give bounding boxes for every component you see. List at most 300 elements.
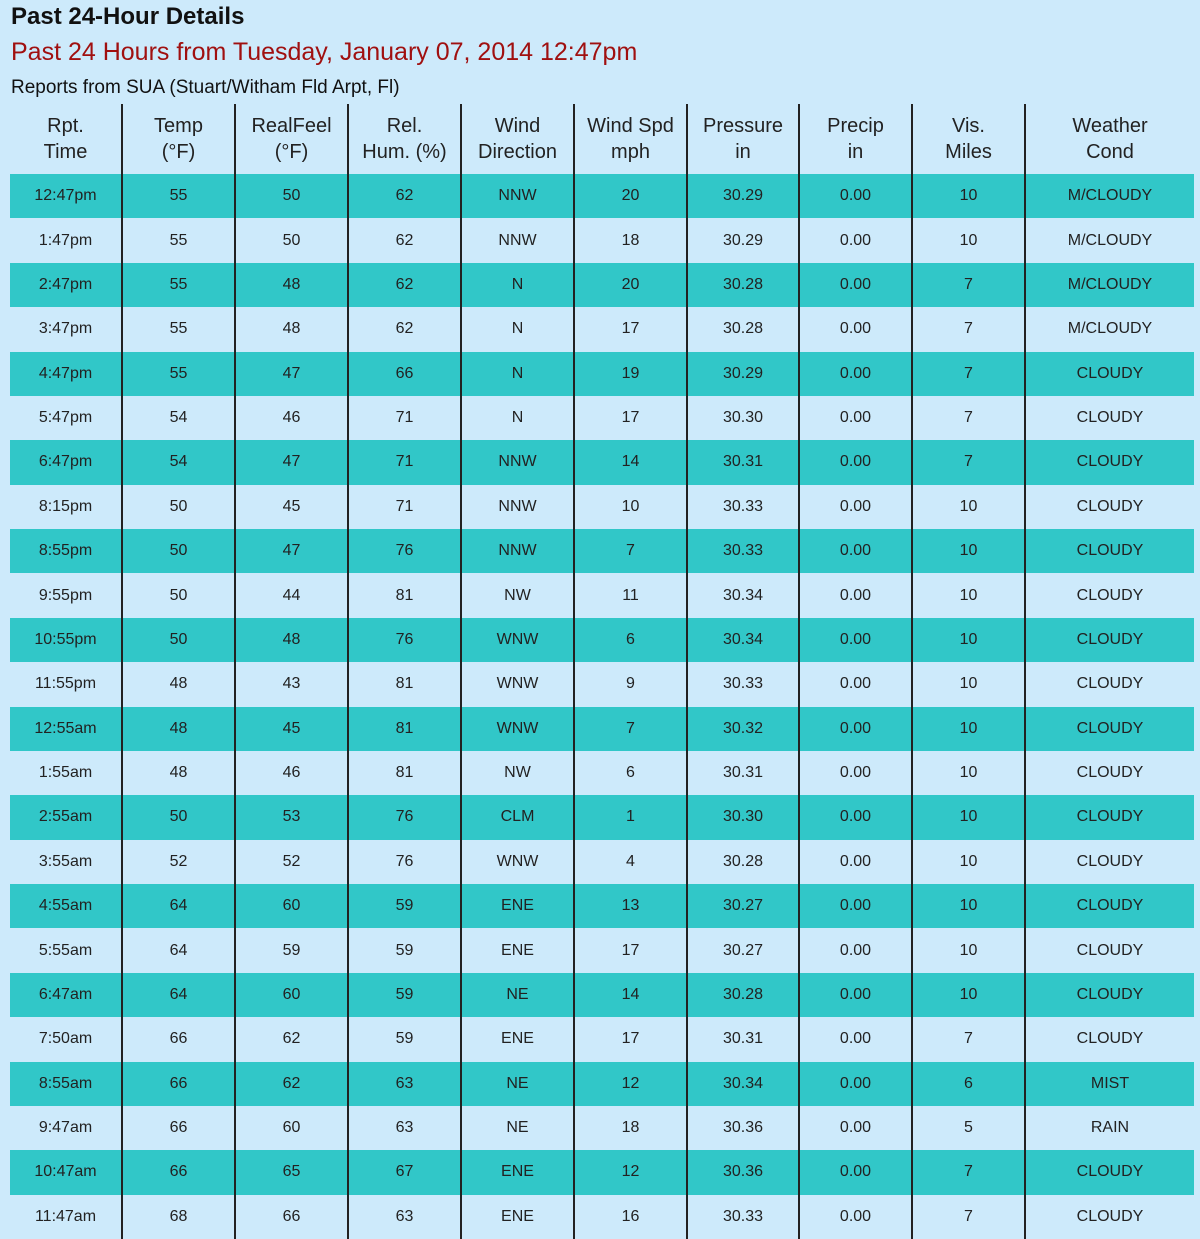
cell-wind-direction: N — [461, 263, 574, 307]
cell-wind-direction: N — [461, 352, 574, 396]
cell-temp: 55 — [122, 218, 235, 262]
cell-pressure: 30.30 — [687, 396, 799, 440]
cell-pressure: 30.29 — [687, 352, 799, 396]
cell-rpt-time: 11:47am — [10, 1195, 122, 1239]
cell-rel-hum: 63 — [348, 1195, 461, 1239]
cell-wind-speed: 12 — [574, 1150, 687, 1194]
cell-rpt-time: 3:55am — [10, 840, 122, 884]
cell-precip: 0.00 — [799, 795, 912, 839]
table-row — [10, 928, 1194, 972]
cell-rpt-time: 10:47am — [10, 1150, 122, 1194]
table-row — [10, 618, 1194, 662]
cell-wind-speed: 20 — [574, 263, 687, 307]
column-header-weather-cond — [1025, 104, 1194, 174]
cell-realfeel: 43 — [235, 662, 348, 706]
cell-precip: 0.00 — [799, 263, 912, 307]
cell-weather-cond: CLOUDY — [1025, 973, 1194, 1017]
cell-precip: 0.00 — [799, 352, 912, 396]
table-row — [10, 795, 1194, 839]
cell-visibility: 7 — [912, 263, 1025, 307]
cell-weather-cond: CLOUDY — [1025, 1195, 1194, 1239]
cell-wind-speed: 14 — [574, 440, 687, 484]
cell-weather-cond: CLOUDY — [1025, 618, 1194, 662]
cell-visibility: 10 — [912, 884, 1025, 928]
cell-pressure: 30.27 — [687, 884, 799, 928]
cell-precip: 0.00 — [799, 396, 912, 440]
cell-realfeel: 53 — [235, 795, 348, 839]
cell-rel-hum: 62 — [348, 263, 461, 307]
table-row — [10, 218, 1194, 262]
column-header-line2: mph — [611, 141, 650, 163]
cell-realfeel: 47 — [235, 529, 348, 573]
cell-precip: 0.00 — [799, 973, 912, 1017]
cell-weather-cond: CLOUDY — [1025, 352, 1194, 396]
cell-pressure: 30.34 — [687, 618, 799, 662]
cell-wind-speed: 11 — [574, 573, 687, 617]
column-header-rel-hum — [348, 104, 461, 174]
column-header-line1: Pressure — [702, 115, 784, 137]
cell-rel-hum: 71 — [348, 396, 461, 440]
table-row — [10, 840, 1194, 884]
cell-realfeel: 65 — [235, 1150, 348, 1194]
cell-temp: 50 — [122, 485, 235, 529]
cell-pressure: 30.30 — [687, 795, 799, 839]
cell-rpt-time: 10:55pm — [10, 618, 122, 662]
cell-precip: 0.00 — [799, 928, 912, 972]
column-header-line1: Vis. — [952, 115, 985, 137]
cell-rel-hum: 81 — [348, 707, 461, 751]
cell-realfeel: 50 — [235, 174, 348, 218]
cell-pressure: 30.33 — [687, 1195, 799, 1239]
cell-visibility: 7 — [912, 396, 1025, 440]
cell-precip: 0.00 — [799, 662, 912, 706]
cell-rel-hum: 81 — [348, 573, 461, 617]
cell-temp: 54 — [122, 396, 235, 440]
cell-visibility: 10 — [912, 840, 1025, 884]
cell-wind-speed: 10 — [574, 485, 687, 529]
cell-rel-hum: 59 — [348, 928, 461, 972]
column-header-temp — [122, 104, 235, 174]
table-row — [10, 263, 1194, 307]
cell-temp: 50 — [122, 618, 235, 662]
cell-weather-cond: CLOUDY — [1025, 662, 1194, 706]
column-header-line2: Cond — [1086, 141, 1134, 163]
column-header-line2: (°F) — [274, 141, 309, 163]
cell-rel-hum: 81 — [348, 662, 461, 706]
cell-weather-cond: MIST — [1025, 1062, 1194, 1106]
cell-rpt-time: 4:47pm — [10, 352, 122, 396]
cell-pressure: 30.28 — [687, 973, 799, 1017]
column-header-wind-speed — [574, 104, 687, 174]
cell-rpt-time: 9:47am — [10, 1106, 122, 1150]
column-header-line1: RealFeel — [251, 115, 332, 137]
cell-visibility: 7 — [912, 1150, 1025, 1194]
cell-wind-speed: 6 — [574, 751, 687, 795]
cell-visibility: 10 — [912, 707, 1025, 751]
cell-wind-direction: N — [461, 307, 574, 351]
cell-pressure: 30.28 — [687, 307, 799, 351]
cell-weather-cond: CLOUDY — [1025, 440, 1194, 484]
cell-rel-hum: 63 — [348, 1062, 461, 1106]
cell-precip: 0.00 — [799, 1195, 912, 1239]
cell-rpt-time: 8:55am — [10, 1062, 122, 1106]
cell-pressure: 30.28 — [687, 840, 799, 884]
table-row — [10, 884, 1194, 928]
cell-wind-speed: 17 — [574, 928, 687, 972]
cell-wind-direction: N — [461, 396, 574, 440]
cell-wind-direction: WNW — [461, 662, 574, 706]
cell-precip: 0.00 — [799, 840, 912, 884]
cell-wind-direction: NW — [461, 751, 574, 795]
cell-weather-cond: M/CLOUDY — [1025, 218, 1194, 262]
cell-weather-cond: CLOUDY — [1025, 529, 1194, 573]
cell-precip: 0.00 — [799, 618, 912, 662]
cell-visibility: 7 — [912, 1195, 1025, 1239]
cell-precip: 0.00 — [799, 1017, 912, 1061]
cell-temp: 54 — [122, 440, 235, 484]
cell-temp: 48 — [122, 751, 235, 795]
column-header-line1: Weather — [1072, 115, 1148, 137]
cell-precip: 0.00 — [799, 485, 912, 529]
cell-rel-hum: 76 — [348, 795, 461, 839]
table-header-row — [10, 104, 1194, 174]
cell-wind-speed: 7 — [574, 707, 687, 751]
cell-wind-speed: 4 — [574, 840, 687, 884]
page-title: Past 24-Hour Details — [11, 3, 245, 30]
cell-visibility: 7 — [912, 440, 1025, 484]
table-row — [10, 1150, 1194, 1194]
cell-wind-speed: 7 — [574, 529, 687, 573]
cell-realfeel: 48 — [235, 263, 348, 307]
cell-wind-direction: ENE — [461, 884, 574, 928]
cell-temp: 48 — [122, 662, 235, 706]
cell-weather-cond: CLOUDY — [1025, 840, 1194, 884]
cell-precip: 0.00 — [799, 573, 912, 617]
cell-temp: 55 — [122, 307, 235, 351]
cell-realfeel: 60 — [235, 1106, 348, 1150]
cell-temp: 68 — [122, 1195, 235, 1239]
cell-temp: 64 — [122, 884, 235, 928]
table-row — [10, 174, 1194, 218]
cell-wind-direction: NNW — [461, 485, 574, 529]
cell-precip: 0.00 — [799, 1150, 912, 1194]
cell-rpt-time: 2:55am — [10, 795, 122, 839]
column-header-line1: Rel. — [386, 115, 423, 137]
cell-visibility: 10 — [912, 529, 1025, 573]
cell-weather-cond: CLOUDY — [1025, 1150, 1194, 1194]
cell-pressure: 30.34 — [687, 1062, 799, 1106]
cell-pressure: 30.31 — [687, 1017, 799, 1061]
cell-wind-direction: NE — [461, 1062, 574, 1106]
cell-visibility: 5 — [912, 1106, 1025, 1150]
cell-wind-direction: ENE — [461, 928, 574, 972]
table-row — [10, 662, 1194, 706]
cell-realfeel: 47 — [235, 352, 348, 396]
cell-wind-speed: 16 — [574, 1195, 687, 1239]
cell-temp: 66 — [122, 1150, 235, 1194]
cell-weather-cond: CLOUDY — [1025, 751, 1194, 795]
cell-wind-speed: 12 — [574, 1062, 687, 1106]
cell-precip: 0.00 — [799, 751, 912, 795]
table-row — [10, 1017, 1194, 1061]
table-row — [10, 573, 1194, 617]
cell-pressure: 30.28 — [687, 263, 799, 307]
cell-wind-direction: NW — [461, 573, 574, 617]
cell-wind-speed: 13 — [574, 884, 687, 928]
table-row — [10, 751, 1194, 795]
cell-temp: 50 — [122, 795, 235, 839]
column-header-rpt-time — [10, 104, 122, 174]
cell-realfeel: 66 — [235, 1195, 348, 1239]
cell-weather-cond: CLOUDY — [1025, 707, 1194, 751]
cell-rel-hum: 59 — [348, 973, 461, 1017]
cell-pressure: 30.27 — [687, 928, 799, 972]
cell-precip: 0.00 — [799, 707, 912, 751]
cell-wind-direction: NNW — [461, 218, 574, 262]
cell-pressure: 30.31 — [687, 440, 799, 484]
cell-visibility: 10 — [912, 573, 1025, 617]
cell-weather-cond: CLOUDY — [1025, 573, 1194, 617]
cell-pressure: 30.29 — [687, 218, 799, 262]
cell-rpt-time: 6:47pm — [10, 440, 122, 484]
cell-pressure: 30.34 — [687, 573, 799, 617]
cell-rpt-time: 8:55pm — [10, 529, 122, 573]
cell-pressure: 30.31 — [687, 751, 799, 795]
cell-weather-cond: RAIN — [1025, 1106, 1194, 1150]
cell-weather-cond: CLOUDY — [1025, 485, 1194, 529]
column-header-precip — [799, 104, 912, 174]
cell-visibility: 6 — [912, 1062, 1025, 1106]
cell-realfeel: 52 — [235, 840, 348, 884]
cell-precip: 0.00 — [799, 440, 912, 484]
cell-temp: 66 — [122, 1062, 235, 1106]
cell-rpt-time: 6:47am — [10, 973, 122, 1017]
cell-visibility: 7 — [912, 1017, 1025, 1061]
cell-temp: 52 — [122, 840, 235, 884]
cell-visibility: 10 — [912, 973, 1025, 1017]
cell-precip: 0.00 — [799, 884, 912, 928]
cell-rpt-time: 8:15pm — [10, 485, 122, 529]
cell-precip: 0.00 — [799, 174, 912, 218]
cell-weather-cond: M/CLOUDY — [1025, 307, 1194, 351]
cell-precip: 0.00 — [799, 1106, 912, 1150]
cell-precip: 0.00 — [799, 307, 912, 351]
cell-wind-speed: 17 — [574, 1017, 687, 1061]
cell-wind-direction: WNW — [461, 618, 574, 662]
cell-rel-hum: 62 — [348, 307, 461, 351]
cell-weather-cond: CLOUDY — [1025, 1017, 1194, 1061]
cell-realfeel: 47 — [235, 440, 348, 484]
column-header-line1: Rpt. — [47, 115, 84, 137]
cell-weather-cond: CLOUDY — [1025, 884, 1194, 928]
cell-rel-hum: 76 — [348, 840, 461, 884]
cell-rpt-time: 7:50am — [10, 1017, 122, 1061]
cell-temp: 64 — [122, 928, 235, 972]
table-row — [10, 1106, 1194, 1150]
cell-realfeel: 45 — [235, 485, 348, 529]
cell-temp: 48 — [122, 707, 235, 751]
cell-rel-hum: 76 — [348, 529, 461, 573]
cell-visibility: 10 — [912, 662, 1025, 706]
cell-realfeel: 62 — [235, 1017, 348, 1061]
cell-temp: 66 — [122, 1017, 235, 1061]
cell-pressure: 30.36 — [687, 1150, 799, 1194]
cell-rel-hum: 59 — [348, 884, 461, 928]
cell-pressure: 30.29 — [687, 174, 799, 218]
cell-wind-direction: ENE — [461, 1150, 574, 1194]
cell-precip: 0.00 — [799, 1062, 912, 1106]
cell-visibility: 10 — [912, 928, 1025, 972]
table-row — [10, 440, 1194, 484]
cell-wind-speed: 20 — [574, 174, 687, 218]
table-row — [10, 307, 1194, 351]
cell-rpt-time: 3:47pm — [10, 307, 122, 351]
cell-wind-speed: 1 — [574, 795, 687, 839]
cell-rel-hum: 59 — [348, 1017, 461, 1061]
column-header-line1: Wind — [494, 115, 541, 137]
cell-rpt-time: 12:47pm — [10, 174, 122, 218]
cell-rel-hum: 62 — [348, 218, 461, 262]
cell-rpt-time: 5:47pm — [10, 396, 122, 440]
column-header-line2: Miles — [945, 141, 992, 163]
cell-realfeel: 48 — [235, 307, 348, 351]
cell-rpt-time: 2:47pm — [10, 263, 122, 307]
column-header-line2: in — [735, 141, 751, 163]
cell-realfeel: 46 — [235, 396, 348, 440]
cell-realfeel: 59 — [235, 928, 348, 972]
cell-realfeel: 50 — [235, 218, 348, 262]
cell-pressure: 30.36 — [687, 1106, 799, 1150]
cell-pressure: 30.33 — [687, 529, 799, 573]
cell-temp: 55 — [122, 174, 235, 218]
cell-visibility: 7 — [912, 352, 1025, 396]
cell-realfeel: 48 — [235, 618, 348, 662]
table-row — [10, 973, 1194, 1017]
cell-rpt-time: 9:55pm — [10, 573, 122, 617]
cell-weather-cond: CLOUDY — [1025, 928, 1194, 972]
cell-visibility: 10 — [912, 795, 1025, 839]
cell-weather-cond: CLOUDY — [1025, 396, 1194, 440]
column-header-line1: Precip — [827, 115, 884, 137]
cell-rel-hum: 81 — [348, 751, 461, 795]
cell-temp: 50 — [122, 529, 235, 573]
column-header-line2: Hum. (%) — [362, 141, 447, 163]
cell-wind-speed: 17 — [574, 307, 687, 351]
table-row — [10, 1195, 1194, 1239]
column-header-line2: Direction — [478, 141, 557, 163]
cell-precip: 0.00 — [799, 529, 912, 573]
cell-wind-direction: ENE — [461, 1195, 574, 1239]
cell-rel-hum: 66 — [348, 352, 461, 396]
cell-weather-cond: M/CLOUDY — [1025, 174, 1194, 218]
cell-temp: 66 — [122, 1106, 235, 1150]
cell-weather-cond: CLOUDY — [1025, 795, 1194, 839]
cell-temp: 64 — [122, 973, 235, 1017]
cell-rel-hum: 76 — [348, 618, 461, 662]
cell-wind-direction: ENE — [461, 1017, 574, 1061]
table-row — [10, 707, 1194, 751]
column-header-visibility — [912, 104, 1025, 174]
station-line: Reports from SUA (Stuart/Witham Fld Arpt, Fl) — [11, 77, 400, 98]
column-header-wind-direction — [461, 104, 574, 174]
cell-rel-hum: 62 — [348, 174, 461, 218]
table-body — [10, 174, 1194, 1239]
cell-wind-direction: NNW — [461, 529, 574, 573]
weather-table — [10, 104, 1194, 1239]
table-row — [10, 396, 1194, 440]
cell-wind-speed: 17 — [574, 396, 687, 440]
cell-wind-direction: CLM — [461, 795, 574, 839]
cell-wind-speed: 6 — [574, 618, 687, 662]
cell-rpt-time: 1:55am — [10, 751, 122, 795]
cell-temp: 55 — [122, 352, 235, 396]
column-header-line1: Temp — [154, 115, 203, 137]
cell-wind-speed: 19 — [574, 352, 687, 396]
column-header-line2: in — [847, 141, 864, 163]
column-header-line2: (°F) — [161, 141, 196, 163]
cell-rpt-time: 12:55am — [10, 707, 122, 751]
cell-wind-speed: 14 — [574, 973, 687, 1017]
cell-visibility: 10 — [912, 618, 1025, 662]
cell-wind-speed: 18 — [574, 1106, 687, 1150]
cell-wind-direction: NE — [461, 973, 574, 1017]
cell-wind-speed: 18 — [574, 218, 687, 262]
cell-precip: 0.00 — [799, 218, 912, 262]
page-subtitle: Past 24 Hours from Tuesday, January 07, 2014 12:47pm — [11, 38, 638, 66]
cell-pressure: 30.33 — [687, 485, 799, 529]
cell-realfeel: 60 — [235, 973, 348, 1017]
cell-realfeel: 44 — [235, 573, 348, 617]
cell-wind-direction: WNW — [461, 840, 574, 884]
cell-visibility: 10 — [912, 751, 1025, 795]
cell-weather-cond: M/CLOUDY — [1025, 263, 1194, 307]
cell-rel-hum: 71 — [348, 440, 461, 484]
cell-realfeel: 46 — [235, 751, 348, 795]
column-header-pressure — [687, 104, 799, 174]
cell-wind-direction: NNW — [461, 440, 574, 484]
cell-wind-direction: WNW — [461, 707, 574, 751]
cell-visibility: 10 — [912, 218, 1025, 262]
cell-wind-direction: NNW — [461, 174, 574, 218]
cell-rpt-time: 11:55pm — [10, 662, 122, 706]
cell-realfeel: 45 — [235, 707, 348, 751]
column-header-realfeel — [235, 104, 348, 174]
cell-rel-hum: 71 — [348, 485, 461, 529]
cell-rel-hum: 67 — [348, 1150, 461, 1194]
cell-rpt-time: 4:55am — [10, 884, 122, 928]
column-header-line2: Time — [43, 141, 88, 163]
cell-pressure: 30.33 — [687, 662, 799, 706]
table-row — [10, 529, 1194, 573]
cell-temp: 50 — [122, 573, 235, 617]
cell-realfeel: 62 — [235, 1062, 348, 1106]
cell-visibility: 10 — [912, 174, 1025, 218]
cell-rpt-time: 1:47pm — [10, 218, 122, 262]
table-row — [10, 352, 1194, 396]
cell-visibility: 7 — [912, 307, 1025, 351]
cell-rel-hum: 63 — [348, 1106, 461, 1150]
cell-temp: 55 — [122, 263, 235, 307]
table-row — [10, 485, 1194, 529]
cell-rpt-time: 5:55am — [10, 928, 122, 972]
cell-visibility: 10 — [912, 485, 1025, 529]
table-row — [10, 1062, 1194, 1106]
cell-wind-direction: NE — [461, 1106, 574, 1150]
cell-pressure: 30.32 — [687, 707, 799, 751]
cell-realfeel: 60 — [235, 884, 348, 928]
cell-wind-speed: 9 — [574, 662, 687, 706]
column-header-line1: Wind Spd — [587, 115, 674, 137]
